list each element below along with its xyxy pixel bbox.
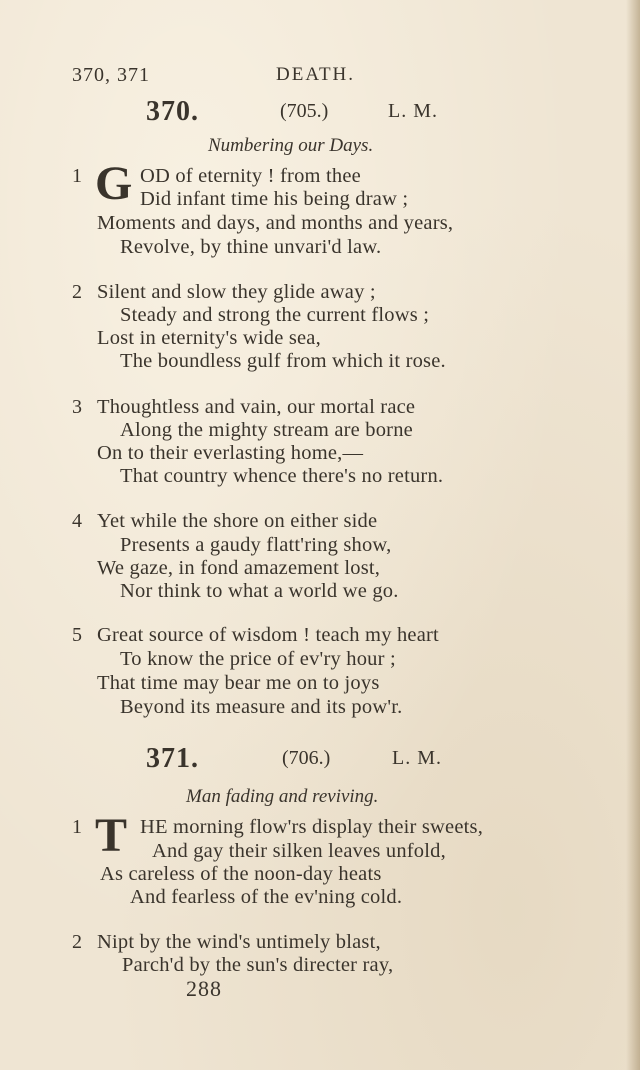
verse-line: On to their everlasting home,— [97, 442, 364, 464]
verse-line: And fearless of the ev'ning cold. [130, 886, 403, 908]
verse-line: That country whence there's no return. [120, 465, 444, 487]
verse-line: Moments and days, and months and years, [97, 212, 454, 234]
hymn-number: 371. [146, 743, 199, 774]
verse-line: To know the price of ev'ry hour ; [120, 648, 396, 670]
drop-cap: G [95, 157, 133, 210]
stanza-number: 4 [72, 510, 82, 532]
running-head-section: DEATH. [276, 64, 356, 85]
verse-line: And gay their silken leaves unfold, [152, 840, 446, 862]
verse-line: HE morning flow'rs display their sweets, [140, 816, 484, 838]
verse-line: Yet while the shore on either side [97, 510, 378, 532]
verse-line: Revolve, by thine unvari'd law. [120, 236, 382, 258]
verse-line: Great source of wisdom ! teach my heart [97, 624, 439, 646]
hymn-number: 370. [146, 96, 199, 127]
drop-cap: T [95, 809, 128, 862]
hymn-subtitle: Numbering our Days. [208, 135, 374, 156]
hymn-meter: L. M. [388, 100, 438, 122]
verse-line: Parch'd by the sun's directer ray, [122, 954, 394, 976]
hymn-meter: L. M. [392, 747, 442, 769]
verse-line: Beyond its measure and its pow'r. [120, 696, 403, 718]
hymn-subtitle: Man fading and reviving. [186, 786, 379, 807]
stanza-number: 1 [72, 816, 82, 838]
stanza-number: 5 [72, 624, 82, 646]
verse-line: Did infant time his being draw ; [140, 188, 409, 210]
verse-line: Thoughtless and vain, our mortal race [97, 396, 416, 418]
verse-line: Along the mighty stream are borne [120, 419, 413, 441]
verse-line: The boundless gulf from which it rose. [120, 350, 446, 372]
verse-line: Nipt by the wind's untimely blast, [97, 931, 381, 953]
verse-line: Nor think to what a world we go. [120, 580, 399, 602]
verse-line: That time may bear me on to joys [97, 672, 380, 694]
page-edge-shadow [626, 0, 640, 1070]
stanza-number: 1 [72, 165, 82, 187]
stanza-number: 2 [72, 931, 82, 953]
stanza-number: 2 [72, 281, 82, 303]
verse-line: Steady and strong the current flows ; [120, 304, 430, 326]
verse-line: As careless of the noon-day heats [100, 863, 382, 885]
verse-line: Silent and slow they glide away ; [97, 281, 376, 303]
running-head-pages: 370, 371 [72, 64, 150, 86]
stanza-number: 3 [72, 396, 82, 418]
verse-line: We gaze, in fond amazement lost, [97, 557, 381, 579]
page-number: 288 [186, 976, 222, 1001]
verse-line: OD of eternity ! from thee [140, 165, 361, 187]
hymn-tune-ref: (705.) [280, 100, 329, 122]
verse-line: Presents a gaudy flatt'ring show, [120, 534, 392, 556]
verse-line: Lost in eternity's wide sea, [97, 327, 321, 349]
hymn-tune-ref: (706.) [282, 747, 331, 769]
